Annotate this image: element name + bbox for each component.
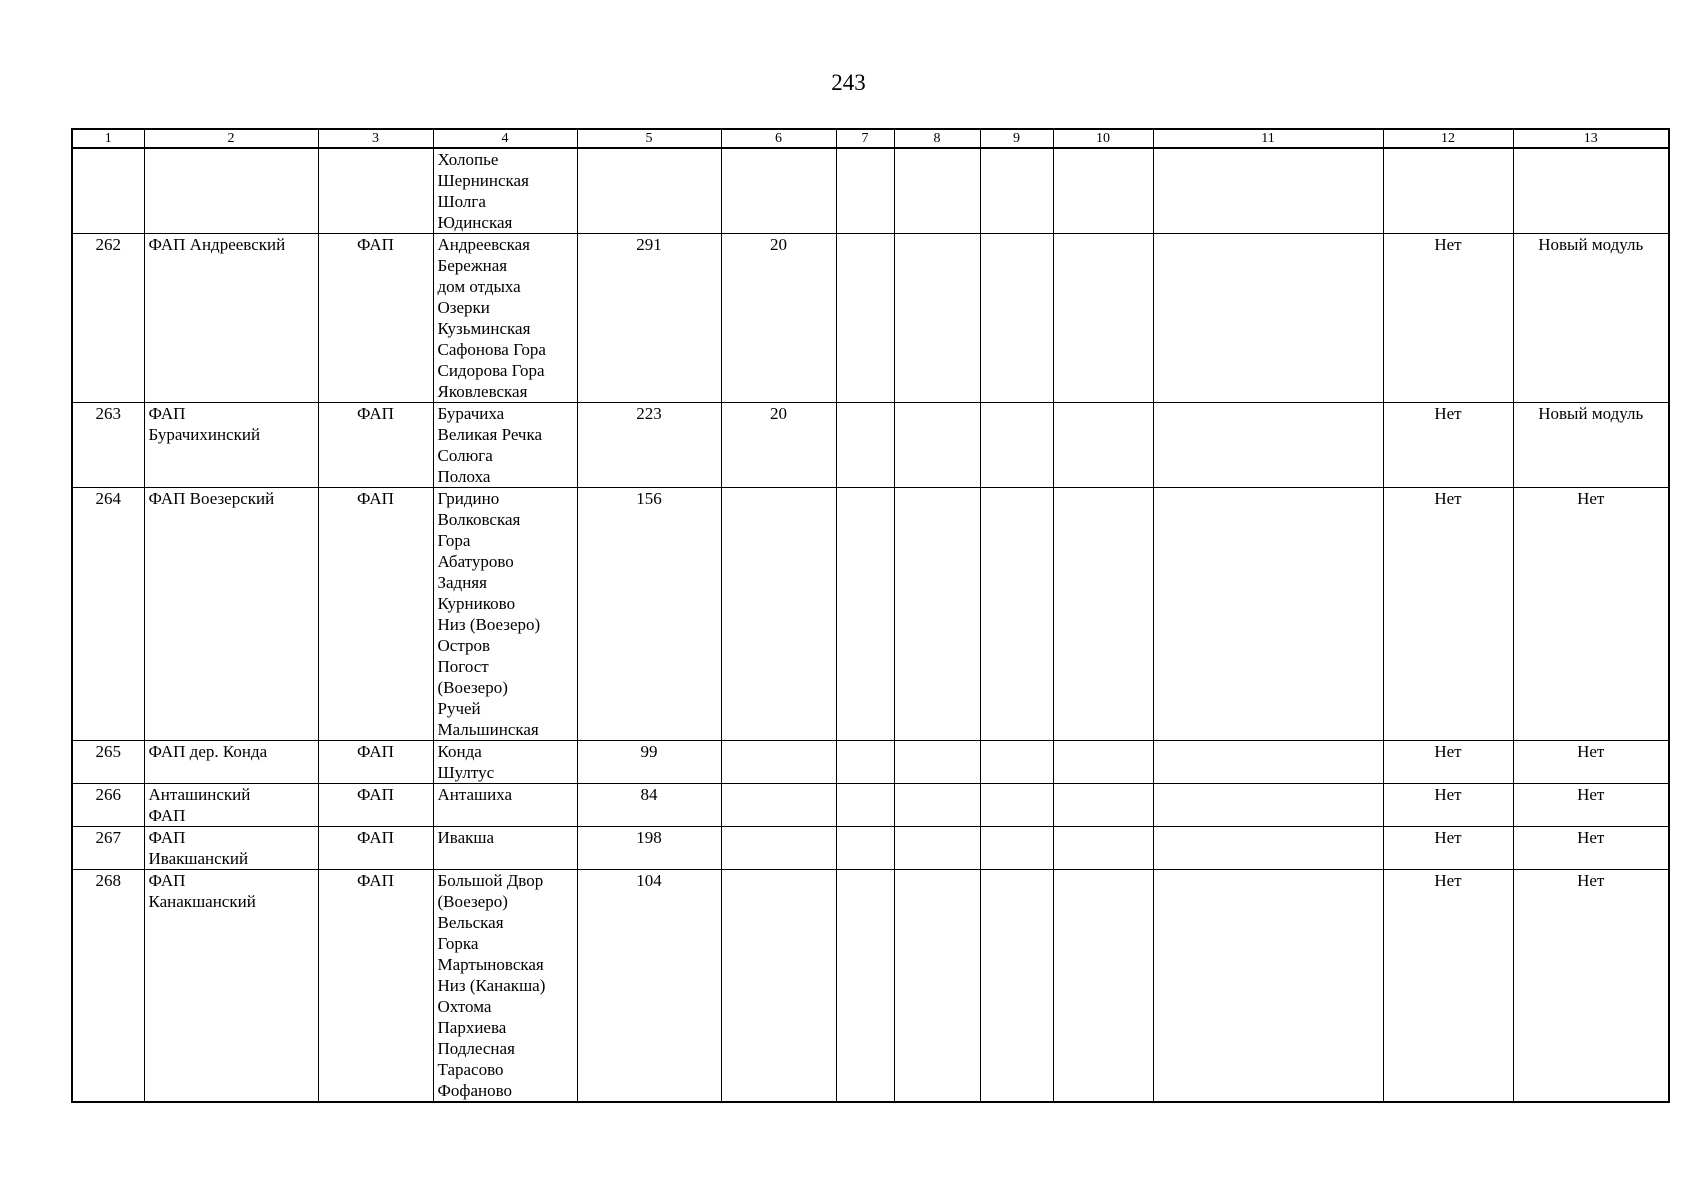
column-6-cell [721, 827, 836, 870]
population-cell: 223 [577, 403, 721, 488]
column-10-cell [1053, 827, 1153, 870]
column-12-cell: Нет [1383, 870, 1513, 1103]
facility-name-line: ФАП [148, 828, 186, 847]
settlement-name: Подлесная [437, 1039, 515, 1058]
settlement-name: Погост [437, 657, 489, 676]
column-8-cell [894, 148, 980, 234]
settlement-name: Анташиха [437, 785, 513, 804]
column-6-cell [721, 784, 836, 827]
settlement-name: Гридино [437, 489, 500, 508]
facility-name-cell [144, 784, 318, 827]
facility-type-cell: ФАП [318, 488, 433, 741]
column-8-cell [894, 234, 980, 403]
row-number-cell: 262 [72, 234, 144, 403]
table-body [72, 148, 1669, 1102]
column-9-cell [980, 403, 1053, 488]
settlement-name: Конда [437, 742, 482, 761]
row-number-cell: 263 [72, 403, 144, 488]
settlement-name: Ручей [437, 699, 481, 718]
column-9-cell [980, 827, 1053, 870]
table-row [72, 870, 1669, 1103]
facility-type-cell [318, 148, 433, 234]
column-6-cell: 20 [721, 403, 836, 488]
column-10-cell [1053, 234, 1153, 403]
column-header-13: 13 [1513, 129, 1669, 148]
column-header-8: 8 [894, 129, 980, 148]
column-8-cell [894, 403, 980, 488]
column-13-cell: Нет [1513, 870, 1669, 1103]
column-10-cell [1053, 741, 1153, 784]
column-7-cell [836, 403, 894, 488]
settlement-name: Шолга [437, 192, 486, 211]
column-13-cell: Нет [1513, 741, 1669, 784]
settlement-name: Шултус [437, 763, 495, 782]
facility-name-line: ФАП [148, 806, 186, 825]
column-11-cell [1153, 234, 1383, 403]
facility-name-line: Ивакшанский [148, 849, 249, 868]
table-row [72, 488, 1669, 741]
column-10-cell [1053, 488, 1153, 741]
settlement-name: Озерки [437, 298, 490, 317]
column-header-1: 1 [72, 129, 144, 148]
row-number-cell: 267 [72, 827, 144, 870]
settlements-cell [433, 784, 577, 827]
column-13-cell: Нет [1513, 827, 1669, 870]
facility-type-cell: ФАП [318, 741, 433, 784]
column-7-cell [836, 234, 894, 403]
column-header-3: 3 [318, 129, 433, 148]
settlements-cell [433, 234, 577, 403]
column-7-cell [836, 827, 894, 870]
population-cell [577, 148, 721, 234]
column-12-cell: Нет [1383, 488, 1513, 741]
settlement-name: Ивакша [437, 828, 495, 847]
column-12-cell: Нет [1383, 741, 1513, 784]
facility-name-line: ФАП Воезерский [148, 489, 275, 508]
column-7-cell [836, 488, 894, 741]
column-header-11: 11 [1153, 129, 1383, 148]
page-number: 243 [831, 70, 866, 95]
facility-name-line: ФАП дер. Конда [148, 742, 268, 761]
facility-name-line: Бурачихинский [148, 425, 261, 444]
population-cell: 104 [577, 870, 721, 1103]
settlement-name: (Воезеро) [437, 678, 508, 697]
facility-name-cell [144, 827, 318, 870]
settlement-name: Остров [437, 636, 490, 655]
column-7-cell [836, 741, 894, 784]
column-13-cell: Новый модуль [1513, 234, 1669, 403]
settlement-name: Шернинская [437, 171, 529, 190]
settlement-name: Мальшинская [437, 720, 539, 739]
population-cell: 198 [577, 827, 721, 870]
column-12-cell [1383, 148, 1513, 234]
facility-type-cell: ФАП [318, 827, 433, 870]
settlement-name: Гора [437, 531, 471, 550]
facility-name-line: ФАП Андреевский [148, 235, 286, 254]
settlement-name: Горка [437, 934, 479, 953]
settlement-name: Фофаново [437, 1081, 512, 1100]
facility-name-line: ФАП [148, 871, 186, 890]
settlement-name: Тарасово [437, 1060, 504, 1079]
settlement-name: Охтома [437, 997, 492, 1016]
column-header-2: 2 [144, 129, 318, 148]
column-header-6: 6 [721, 129, 836, 148]
column-6-cell [721, 741, 836, 784]
column-11-cell [1153, 741, 1383, 784]
column-8-cell [894, 784, 980, 827]
facility-name-cell [144, 741, 318, 784]
settlement-name: (Воезеро) [437, 892, 508, 911]
column-8-cell [894, 488, 980, 741]
column-header-10: 10 [1053, 129, 1153, 148]
facility-name-cell [144, 234, 318, 403]
settlement-name: Холопье [437, 150, 499, 169]
facility-name-cell [144, 488, 318, 741]
settlement-name: Яковлевская [437, 382, 528, 401]
column-9-cell [980, 784, 1053, 827]
settlements-cell [433, 488, 577, 741]
settlement-name: Большой Двор [437, 871, 544, 890]
facility-name-line: ФАП [148, 404, 186, 423]
column-13-cell: Новый модуль [1513, 403, 1669, 488]
column-7-cell [836, 148, 894, 234]
population-cell: 84 [577, 784, 721, 827]
table-row [72, 741, 1669, 784]
column-9-cell [980, 870, 1053, 1103]
column-11-cell [1153, 870, 1383, 1103]
column-13-cell: Нет [1513, 488, 1669, 741]
column-9-cell [980, 488, 1053, 741]
settlements-cell [433, 827, 577, 870]
column-9-cell [980, 234, 1053, 403]
column-13-cell [1513, 148, 1669, 234]
column-11-cell [1153, 827, 1383, 870]
column-8-cell [894, 741, 980, 784]
column-6-cell [721, 148, 836, 234]
settlement-name: Бережная [437, 256, 508, 275]
column-8-cell [894, 870, 980, 1103]
column-10-cell [1053, 148, 1153, 234]
column-11-cell [1153, 784, 1383, 827]
column-12-cell: Нет [1383, 784, 1513, 827]
settlements-cell [433, 148, 577, 234]
header-row [72, 129, 1669, 148]
column-6-cell: 20 [721, 234, 836, 403]
population-cell: 291 [577, 234, 721, 403]
column-10-cell [1053, 784, 1153, 827]
column-10-cell [1053, 403, 1153, 488]
column-6-cell [721, 488, 836, 741]
column-6-cell [721, 870, 836, 1103]
column-12-cell: Нет [1383, 234, 1513, 403]
column-9-cell [980, 741, 1053, 784]
facility-type-cell: ФАП [318, 870, 433, 1103]
settlements-cell [433, 403, 577, 488]
table-row [72, 148, 1669, 234]
settlement-name: Сидорова Гора [437, 361, 545, 380]
row-number-cell: 265 [72, 741, 144, 784]
row-number-cell: 268 [72, 870, 144, 1103]
settlement-name: Кузьминская [437, 319, 531, 338]
column-12-cell: Нет [1383, 827, 1513, 870]
table-row [72, 784, 1669, 827]
column-11-cell [1153, 148, 1383, 234]
facility-name-line: Анташинский [148, 785, 251, 804]
settlements-cell [433, 741, 577, 784]
column-header-12: 12 [1383, 129, 1513, 148]
column-7-cell [836, 870, 894, 1103]
settlement-name: Волковская [437, 510, 521, 529]
column-7-cell [836, 784, 894, 827]
settlement-name: Мартыновская [437, 955, 544, 974]
facilities-table [71, 128, 1670, 1103]
row-number-cell [72, 148, 144, 234]
settlement-name: Низ (Канакша) [437, 976, 546, 995]
row-number-cell: 264 [72, 488, 144, 741]
settlement-name: Бурачиха [437, 404, 505, 423]
settlement-name: Задняя [437, 573, 487, 592]
settlement-name: Сафонова Гора [437, 340, 546, 359]
settlements-cell [433, 870, 577, 1103]
facility-name-line: Канакшанский [148, 892, 256, 911]
facility-type-cell: ФАП [318, 403, 433, 488]
settlement-name: Абатурово [437, 552, 514, 571]
column-12-cell: Нет [1383, 403, 1513, 488]
column-8-cell [894, 827, 980, 870]
settlement-name: Низ (Воезеро) [437, 615, 541, 634]
facility-type-cell: ФАП [318, 784, 433, 827]
settlement-name: дом отдыха [437, 277, 521, 296]
column-11-cell [1153, 488, 1383, 741]
row-number-cell: 266 [72, 784, 144, 827]
settlement-name: Андреевская [437, 235, 530, 254]
population-cell: 156 [577, 488, 721, 741]
column-header-4: 4 [433, 129, 577, 148]
facility-name-cell [144, 148, 318, 234]
settlement-name: Великая Речка [437, 425, 543, 444]
column-header-7: 7 [836, 129, 894, 148]
column-13-cell: Нет [1513, 784, 1669, 827]
column-9-cell [980, 148, 1053, 234]
settlement-name: Пархиева [437, 1018, 507, 1037]
settlement-name: Солюга [437, 446, 493, 465]
settlement-name: Курниково [437, 594, 516, 613]
table-row [72, 234, 1669, 403]
population-cell: 99 [577, 741, 721, 784]
column-header-5: 5 [577, 129, 721, 148]
table-row [72, 827, 1669, 870]
settlement-name: Юдинская [437, 213, 513, 232]
settlement-name: Вельская [437, 913, 504, 932]
facility-type-cell: ФАП [318, 234, 433, 403]
column-header-9: 9 [980, 129, 1053, 148]
facility-name-cell [144, 403, 318, 488]
facility-name-cell [144, 870, 318, 1103]
column-11-cell [1153, 403, 1383, 488]
settlement-name: Полоха [437, 467, 491, 486]
table-row [72, 403, 1669, 488]
column-10-cell [1053, 870, 1153, 1103]
